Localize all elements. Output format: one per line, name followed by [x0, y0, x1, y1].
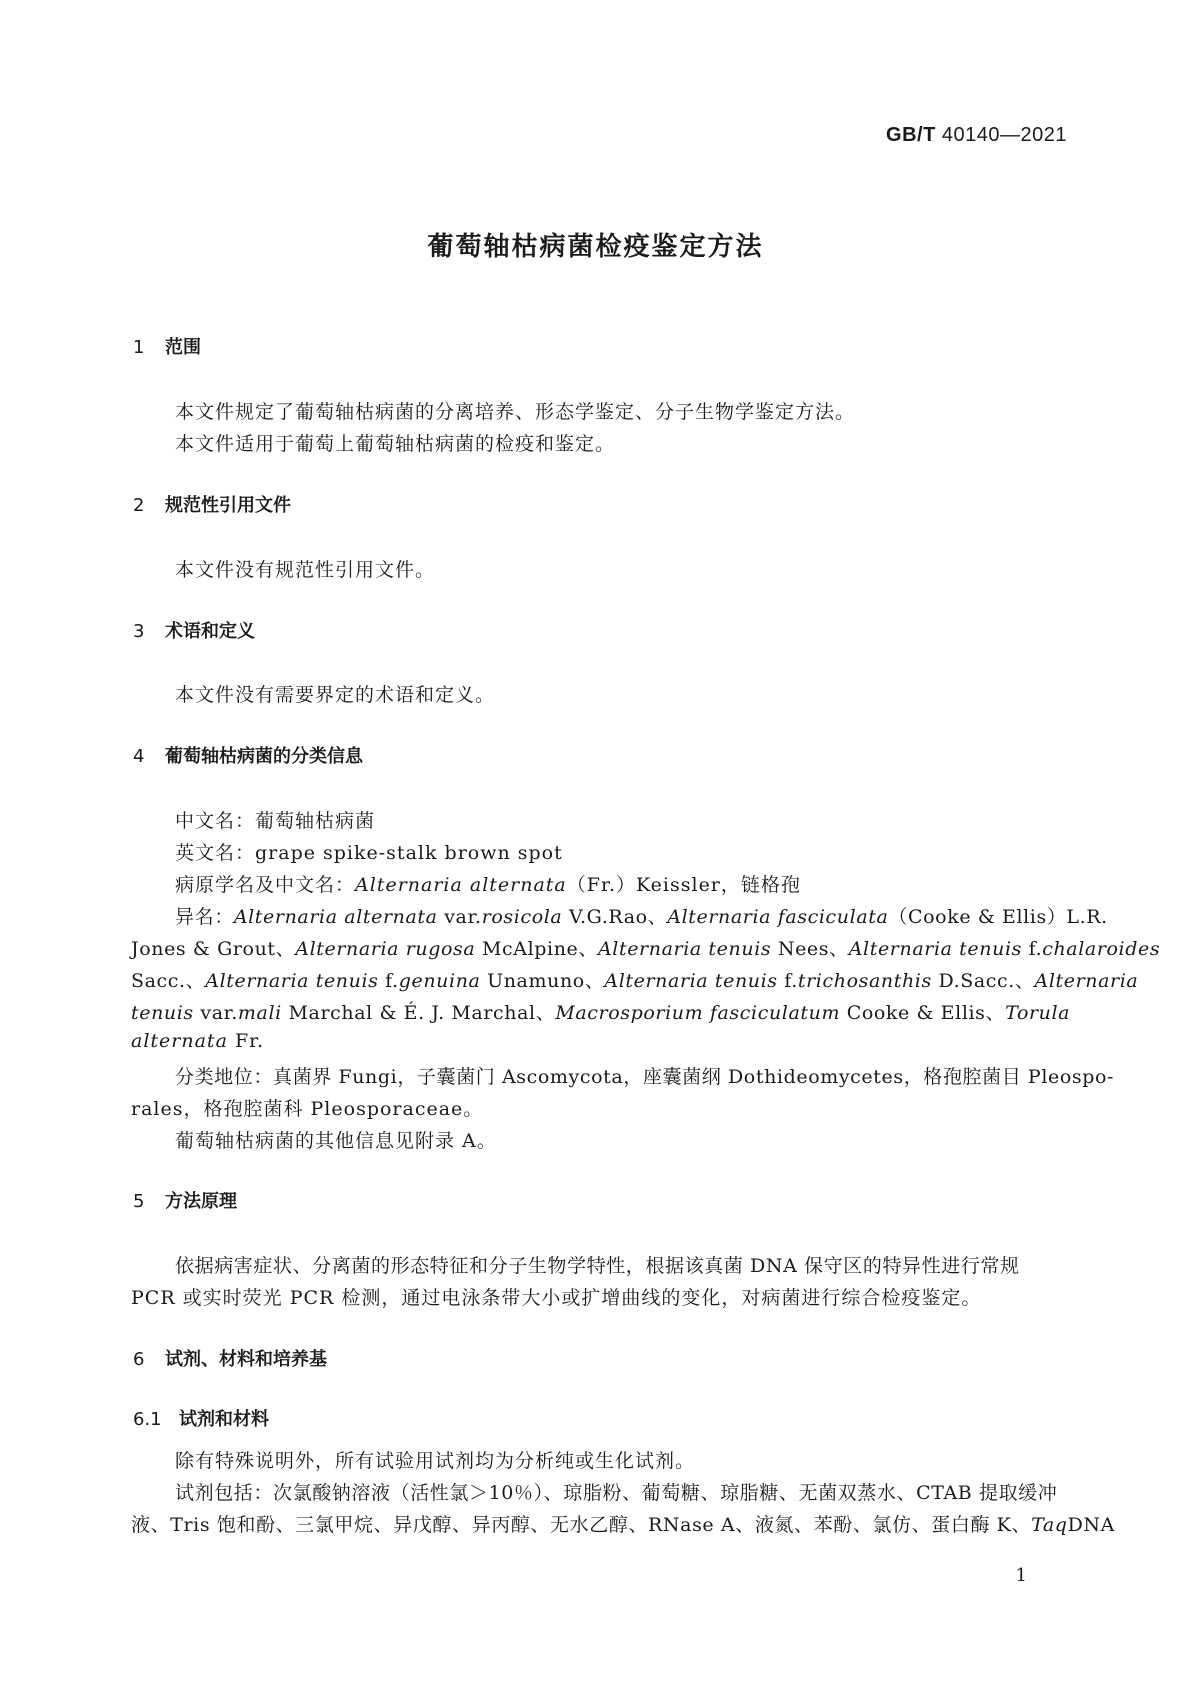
- species-name: Alternaria fasciculata: [667, 906, 889, 928]
- chinese-name-line: 中文名：葡萄轴枯病菌: [175, 810, 376, 832]
- paragraph: 本文件规定了葡萄轴枯病菌的分离培养、形态学鉴定、分子生物学鉴定方法。: [175, 401, 856, 423]
- paragraph: 本文件适用于葡萄上葡萄轴枯病菌的检疫和鉴定。: [175, 433, 616, 455]
- section-title: 方法原理: [165, 1191, 237, 1212]
- section-number: 1: [133, 337, 145, 358]
- paragraph: 本文件没有规范性引用文件。: [175, 559, 436, 581]
- section-2-heading: [133, 491, 291, 517]
- section-6-heading: [133, 1345, 327, 1371]
- scientific-name-line: [175, 870, 801, 897]
- text: f.: [1021, 938, 1043, 960]
- section-number: 6: [133, 1349, 145, 1370]
- paragraph-line: 试剂包括：次氯酸钠溶液（活性氯＞10％）、琼脂粉、葡萄糖、琼脂糖、无菌双蒸水、CTAB 提取缓冲: [175, 1482, 1058, 1504]
- synonym-line-4: [131, 998, 1070, 1025]
- text: McAlpine、: [475, 938, 598, 960]
- species-name: Taq: [1031, 1514, 1068, 1536]
- species-name: Alternaria tenuis: [848, 938, 1022, 960]
- paragraph-line: [131, 1510, 1115, 1537]
- text: Fr.: [227, 1030, 265, 1052]
- text: V.G.Rao、: [562, 906, 668, 928]
- standard-number: 40140—2021: [935, 124, 1067, 146]
- text: Nees、: [771, 938, 849, 960]
- section-3-heading: [133, 617, 255, 643]
- species-name: Macrosporium fasciculatum: [555, 1002, 841, 1024]
- english-name-line: 英文名：grape spike-stalk brown spot: [175, 842, 563, 864]
- label: 异名：: [175, 906, 234, 928]
- text: Cooke & Ellis、: [840, 1002, 1006, 1024]
- section-5-heading: [133, 1187, 237, 1213]
- species-name: rosicola: [481, 906, 563, 928]
- section-title: 规范性引用文件: [165, 495, 291, 516]
- text: var.: [193, 1002, 238, 1024]
- species-name: mali: [237, 1002, 282, 1024]
- section-4-heading: [133, 742, 363, 768]
- text: Sacc.、: [131, 970, 206, 992]
- species-name: tenuis: [131, 1002, 194, 1024]
- section-number: 5: [133, 1191, 145, 1212]
- text: （Cooke & Ellis）L.R.: [888, 906, 1108, 928]
- synonym-line-3: [131, 966, 1138, 993]
- paragraph: 除有特殊说明外，所有试验用试剂均为分析纯或生化试剂。: [175, 1450, 696, 1472]
- text: Unamuno、: [480, 970, 605, 992]
- text: f.: [777, 970, 798, 992]
- text: Jones & Grout、: [131, 938, 296, 960]
- species-name: Alternaria tenuis: [205, 970, 379, 992]
- paragraph: 本文件没有需要界定的术语和定义。: [175, 684, 496, 706]
- text: 液、Tris 饱和酚、三氯甲烷、异戊醇、异丙醇、无水乙醇、RNase A、液氮、苯酚、氯仿、蛋白酶 K、: [131, 1514, 1032, 1536]
- text: f.: [378, 970, 399, 992]
- section-6-1-heading: [133, 1405, 269, 1431]
- section-number: 3: [133, 621, 145, 642]
- species-name: trichosanthis: [797, 970, 932, 992]
- species-name: Alternaria tenuis: [604, 970, 778, 992]
- synonym-line-1: [175, 902, 1108, 929]
- section-title: 葡萄轴枯病菌的分类信息: [165, 746, 363, 767]
- paragraph-line: PCR 或实时荧光 PCR 检测，通过电泳条带大小或扩增曲线的变化，对病菌进行综合检疫鉴定。: [131, 1287, 982, 1309]
- paragraph: 葡萄轴枯病菌的其他信息见附录 A。: [175, 1130, 497, 1152]
- section-1-heading: [133, 333, 201, 359]
- text: D.Sacc.、: [931, 970, 1035, 992]
- text: var.: [437, 906, 482, 928]
- species-name: chalaroides: [1042, 938, 1161, 960]
- section-title: 范围: [165, 337, 201, 358]
- species-name: Alternaria rugosa: [295, 938, 476, 960]
- label: 病原学名及中文名：: [175, 874, 356, 896]
- species-name: Alternaria alternata: [233, 906, 438, 928]
- species-name: Alternaria alternata: [355, 874, 567, 896]
- species-name: alternata: [131, 1030, 228, 1052]
- section-number: 2: [133, 495, 145, 516]
- species-name: genuina: [398, 970, 481, 992]
- section-title: 试剂、材料和培养基: [165, 1349, 327, 1370]
- section-title: 术语和定义: [165, 621, 255, 642]
- text: Marchal & É. J. Marchal、: [281, 1002, 556, 1024]
- section-number: 6.1: [133, 1409, 162, 1430]
- text: DNA: [1067, 1514, 1115, 1536]
- section-title: 试剂和材料: [179, 1409, 269, 1430]
- synonym-line-2: [131, 934, 1160, 961]
- species-name: Alternaria: [1034, 970, 1139, 992]
- page-number: 1: [1015, 1565, 1027, 1586]
- species-name: Torula: [1005, 1002, 1071, 1024]
- synonym-line-5: [131, 1030, 264, 1052]
- paragraph-line: 依据病害症状、分离菌的形态特征和分子生物学特性，根据该真菌 DNA 保守区的特异性进行常规: [175, 1255, 1020, 1277]
- standard-code: [886, 124, 1067, 147]
- species-name: Alternaria tenuis: [597, 938, 772, 960]
- document-title: 葡萄轴枯病菌检疫鉴定方法: [427, 232, 764, 262]
- taxonomy-line-1: 分类地位：真菌界 Fungi，子囊菌门 Ascomycota，座囊菌纲 Dothideomycetes，格孢腔菌目 Pleospo-: [175, 1066, 1115, 1088]
- taxonomy-line-2: rales，格孢腔菌科 Pleosporaceae。: [131, 1098, 484, 1120]
- standard-prefix: GB/T: [886, 124, 936, 146]
- authority: （Fr.）Keissler，链格孢: [566, 874, 801, 896]
- section-number: 4: [133, 746, 145, 767]
